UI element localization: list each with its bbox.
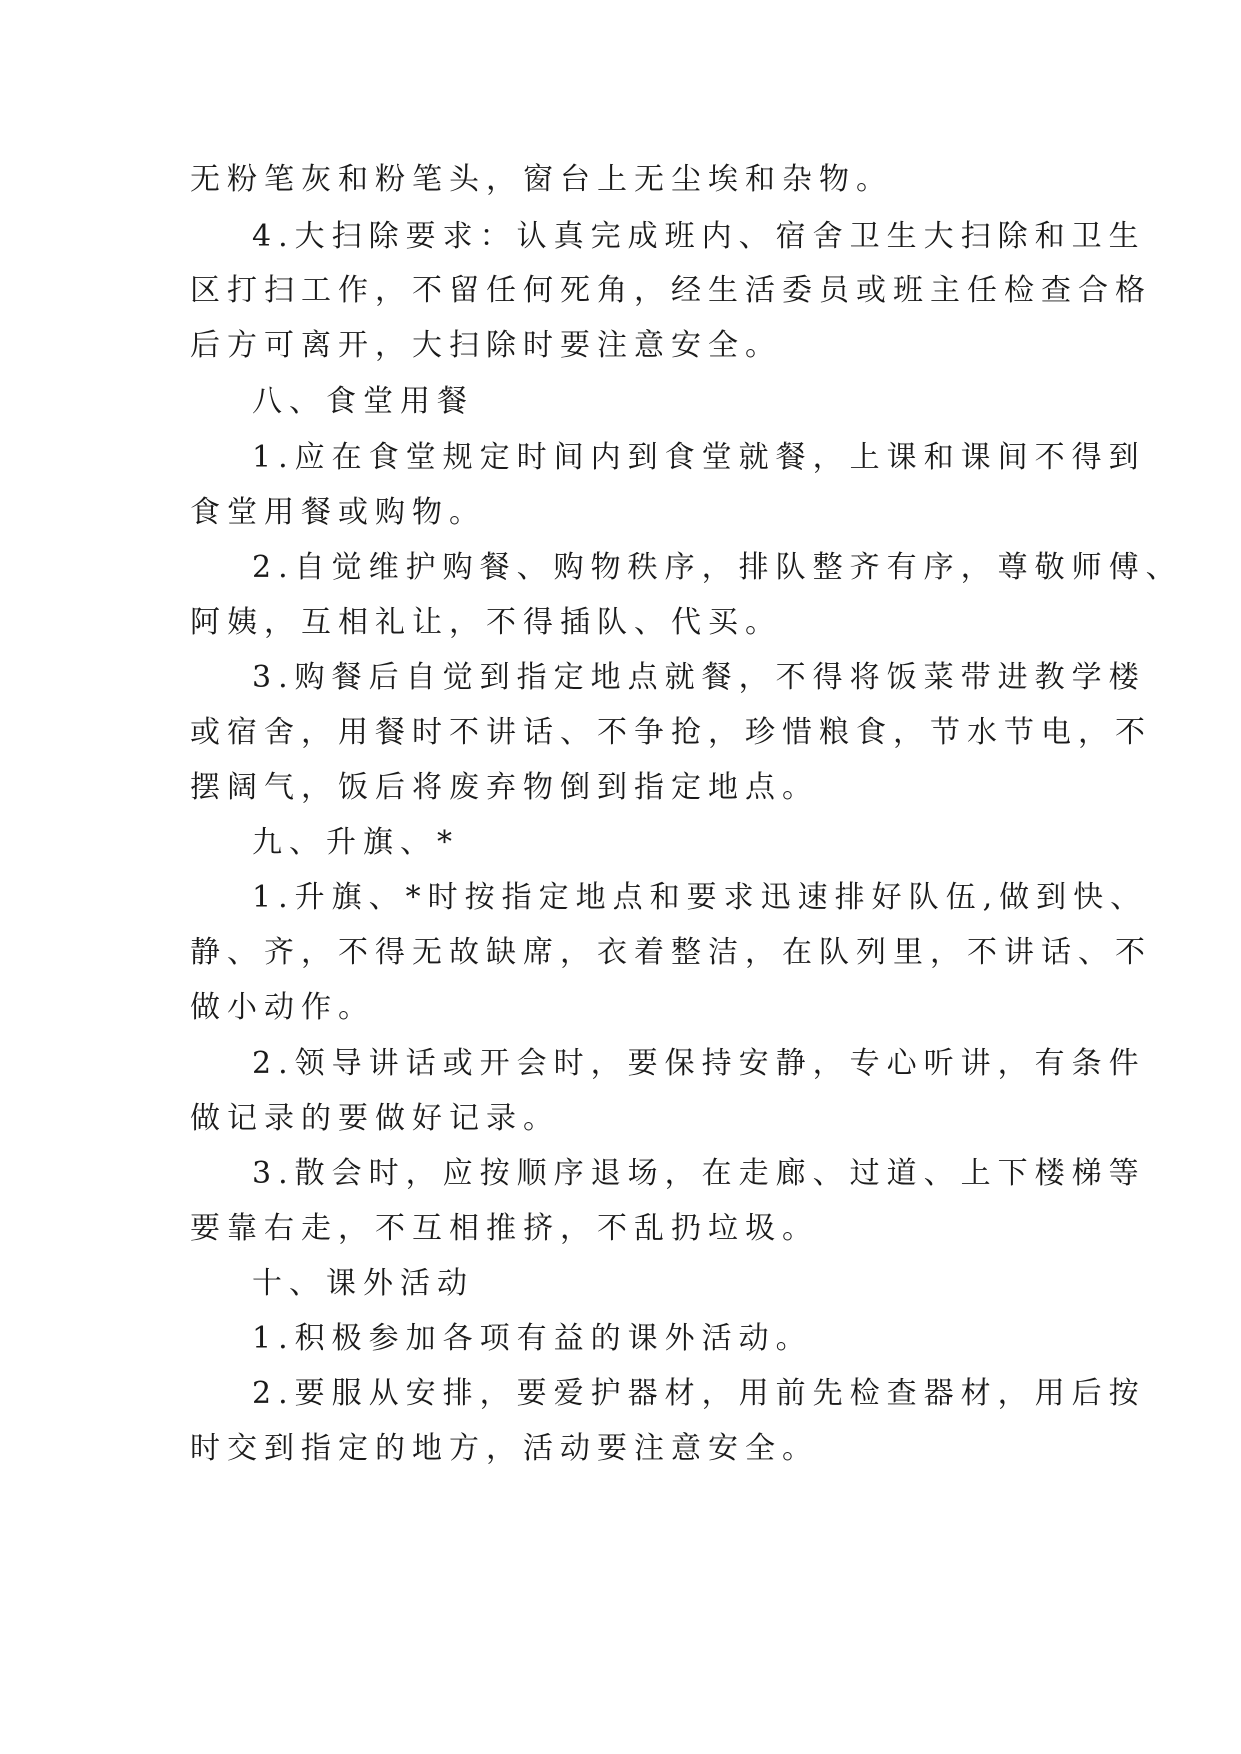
paragraph-line: 阿姨，互相礼让，不得插队、代买。 xyxy=(190,605,782,640)
paragraph-line: 2.领导讲话或开会时，要保持安静，专心听讲，有条件 xyxy=(252,1046,1146,1081)
paragraph-line: 要靠右走，不互相推挤，不乱扔垃圾。 xyxy=(190,1211,819,1246)
paragraph-line: 3.散会时，应按顺序退场，在走廊、过道、上下楼梯等 xyxy=(252,1156,1146,1191)
paragraph-line: 无粉笔灰和粉笔头，窗台上无尘埃和杂物。 xyxy=(190,162,893,197)
paragraph-line: 摆阔气，饭后将废弃物倒到指定地点。 xyxy=(190,770,819,805)
paragraph-line: 做记录的要做好记录。 xyxy=(190,1101,560,1136)
section-heading: 九、升旗、* xyxy=(252,825,459,860)
paragraph-line: 做小动作。 xyxy=(190,990,375,1025)
paragraph-line: 区打扫工作，不留任何死角，经生活委员或班主任检查合格 xyxy=(190,273,1152,308)
paragraph-line: 或宿舍，用餐时不讲话、不争抢，珍惜粮食，节水节电，不 xyxy=(190,715,1152,750)
section-heading: 八、食堂用餐 xyxy=(252,384,474,419)
paragraph-line: 2.自觉维护购餐、购物秩序，排队整齐有序，尊敬师傅、 xyxy=(252,550,1183,585)
paragraph-line: 1.应在食堂规定时间内到食堂就餐，上课和课间不得到 xyxy=(252,440,1146,475)
paragraph-line: 1.积极参加各项有益的课外活动。 xyxy=(252,1321,813,1356)
paragraph-line: 3.购餐后自觉到指定地点就餐，不得将饭菜带进教学楼 xyxy=(252,660,1146,695)
paragraph-line: 食堂用餐或购物。 xyxy=(190,495,486,530)
paragraph-line: 后方可离开，大扫除时要注意安全。 xyxy=(190,328,782,363)
paragraph-line: 4.大扫除要求：认真完成班内、宿舍卫生大扫除和卫生 xyxy=(252,219,1146,254)
paragraph-line: 2.要服从安排，要爱护器材，用前先检查器材，用后按 xyxy=(252,1376,1146,1411)
paragraph-line: 静、齐，不得无故缺席，衣着整洁，在队列里，不讲话、不 xyxy=(190,935,1152,970)
paragraph-line: 1.升旗、*时按指定地点和要求迅速排好队伍,做到快、 xyxy=(252,880,1148,915)
paragraph-line: 时交到指定的地方，活动要注意安全。 xyxy=(190,1431,819,1466)
section-heading: 十、课外活动 xyxy=(252,1266,474,1301)
